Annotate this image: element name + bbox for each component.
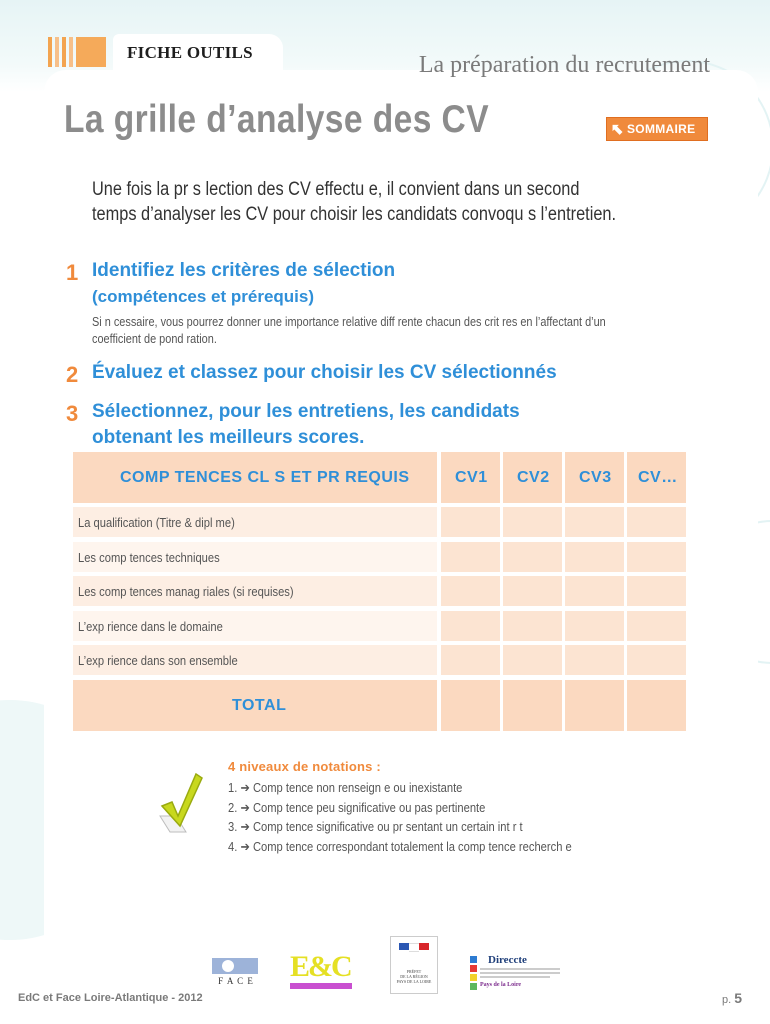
edc-logo <box>290 950 354 994</box>
score-cell[interactable] <box>627 507 686 537</box>
arrow-right-icon: ➔ <box>240 800 250 815</box>
notation-text: Comp tence peu significative ou pas pertinente <box>252 800 486 815</box>
notation-title: 4 niveaux de notations : <box>228 759 381 774</box>
intro-line: Une fois la pr s lection des CV effectu e, il convient dans un second <box>92 179 580 200</box>
column-header: CV2 <box>517 469 550 486</box>
column-header: CV1 <box>455 469 488 486</box>
face-logo-text: F A C E <box>218 976 254 986</box>
notation-number: 4. <box>228 839 238 854</box>
checkmark-icon <box>156 770 206 836</box>
arrow-right-icon: ➔ <box>240 819 250 834</box>
step-description-line: coefficient de pond ration. <box>92 331 217 346</box>
criteria-label: La qualification (Titre & dipl me) <box>78 515 235 530</box>
criteria-label: L’exp rience dans le domaine <box>78 619 223 634</box>
sommaire-button-label: SOMMAIRE <box>627 122 696 136</box>
fiche-outils-label: FICHE OUTILS <box>127 43 253 62</box>
total-cell[interactable] <box>503 680 562 731</box>
notation-item <box>228 800 485 816</box>
score-cell[interactable] <box>441 611 500 641</box>
score-cell[interactable] <box>503 576 562 606</box>
notation-item <box>228 819 523 835</box>
score-cell[interactable] <box>627 645 686 675</box>
page-number <box>722 990 742 1006</box>
total-cell[interactable] <box>565 680 624 731</box>
sommaire-button[interactable] <box>606 117 708 141</box>
step-title: obtenant les meilleurs scores. <box>92 427 365 448</box>
page-prefix: p. <box>722 994 732 1006</box>
step-title: Sélectionnez, pour les entretiens, les candidats <box>92 401 520 422</box>
notation-text: Comp tence significative ou pr sentant un certain int r t <box>252 819 523 834</box>
score-cell[interactable] <box>627 542 686 572</box>
score-cell[interactable] <box>441 542 500 572</box>
criteria-label: L’exp rience dans son ensemble <box>78 653 238 668</box>
prefet-line: PAYS DE LA LOIRE <box>396 979 432 984</box>
notation-item <box>228 780 462 796</box>
score-cell[interactable] <box>565 645 624 675</box>
score-cell[interactable] <box>565 611 624 641</box>
score-cell[interactable] <box>441 645 500 675</box>
step-subtitle: (compétences et prérequis) <box>92 287 315 306</box>
prefet-logo-text <box>391 969 437 984</box>
notation-number: 2. <box>228 800 238 815</box>
step-number: 2 <box>66 362 79 387</box>
criteria-header: COMP TENCES CL S ET PR REQUIS <box>120 469 410 486</box>
total-label: TOTAL <box>232 697 287 714</box>
score-cell[interactable] <box>565 507 624 537</box>
step-number: 3 <box>66 401 79 426</box>
score-cell[interactable] <box>441 576 500 606</box>
score-cell[interactable] <box>503 542 562 572</box>
score-cell[interactable] <box>627 576 686 606</box>
prefet-line: DE LA RÉGION <box>400 974 428 979</box>
edc-logo-text: E&C <box>290 950 351 983</box>
criteria-label: Les comp tences manag riales (si requises) <box>78 584 294 599</box>
prefet-logo <box>390 936 438 994</box>
criteria-label: Les comp tences techniques <box>78 550 220 565</box>
column-header: CV… <box>638 469 678 486</box>
notation-text: Comp tence correspondant totalement la comp tence recherch e <box>252 839 572 854</box>
step-number: 1 <box>66 260 79 285</box>
score-cell[interactable] <box>441 507 500 537</box>
step-description <box>92 313 606 347</box>
notation-text: Comp tence non renseign e ou inexistante <box>252 780 463 795</box>
total-cell[interactable] <box>627 680 686 731</box>
footer-credit: EdC et Face Loire-Atlantique - 2012 <box>18 992 203 1004</box>
arrow-right-icon: ➔ <box>240 839 250 854</box>
score-cell[interactable] <box>503 611 562 641</box>
notation-number: 1. <box>228 780 238 795</box>
score-cell[interactable] <box>503 507 562 537</box>
page-number-value: 5 <box>734 990 743 1006</box>
notation-number: 3. <box>228 819 238 834</box>
step-description-line: Si n cessaire, vous pourrez donner une importance relative diff rente chacun des crit res en l’affectant d’un <box>92 314 606 329</box>
step-title: Évaluez et classez pour choisir les CV sélectionnés <box>92 362 557 383</box>
direccte-region-text: Pays de la Loire <box>480 982 522 988</box>
direccte-logo-text: Direccte <box>488 954 527 966</box>
column-header: CV3 <box>579 469 612 486</box>
score-cell[interactable] <box>565 576 624 606</box>
arrow-right-icon: ➔ <box>240 780 250 795</box>
step-title: Identifiez les critères de sélection <box>92 260 396 281</box>
section-subtitle: La préparation du recrutement <box>418 52 710 78</box>
face-logo <box>208 956 264 990</box>
prefet-line: PRÉFET <box>406 969 422 974</box>
score-cell[interactable] <box>627 611 686 641</box>
intro-paragraph <box>92 177 625 227</box>
header-stripes-logo <box>48 37 112 67</box>
score-cell[interactable] <box>503 645 562 675</box>
score-cell[interactable] <box>565 542 624 572</box>
intro-line: temps d’analyser les CV pour choisir les candidats convoqu s l’entretien. <box>92 204 617 225</box>
arrow-up-left-icon: ⬉ <box>610 121 624 138</box>
notation-item <box>228 839 572 855</box>
direccte-logo <box>470 954 570 994</box>
page-title: La grille d’analyse des CV <box>64 98 490 141</box>
total-cell[interactable] <box>441 680 500 731</box>
